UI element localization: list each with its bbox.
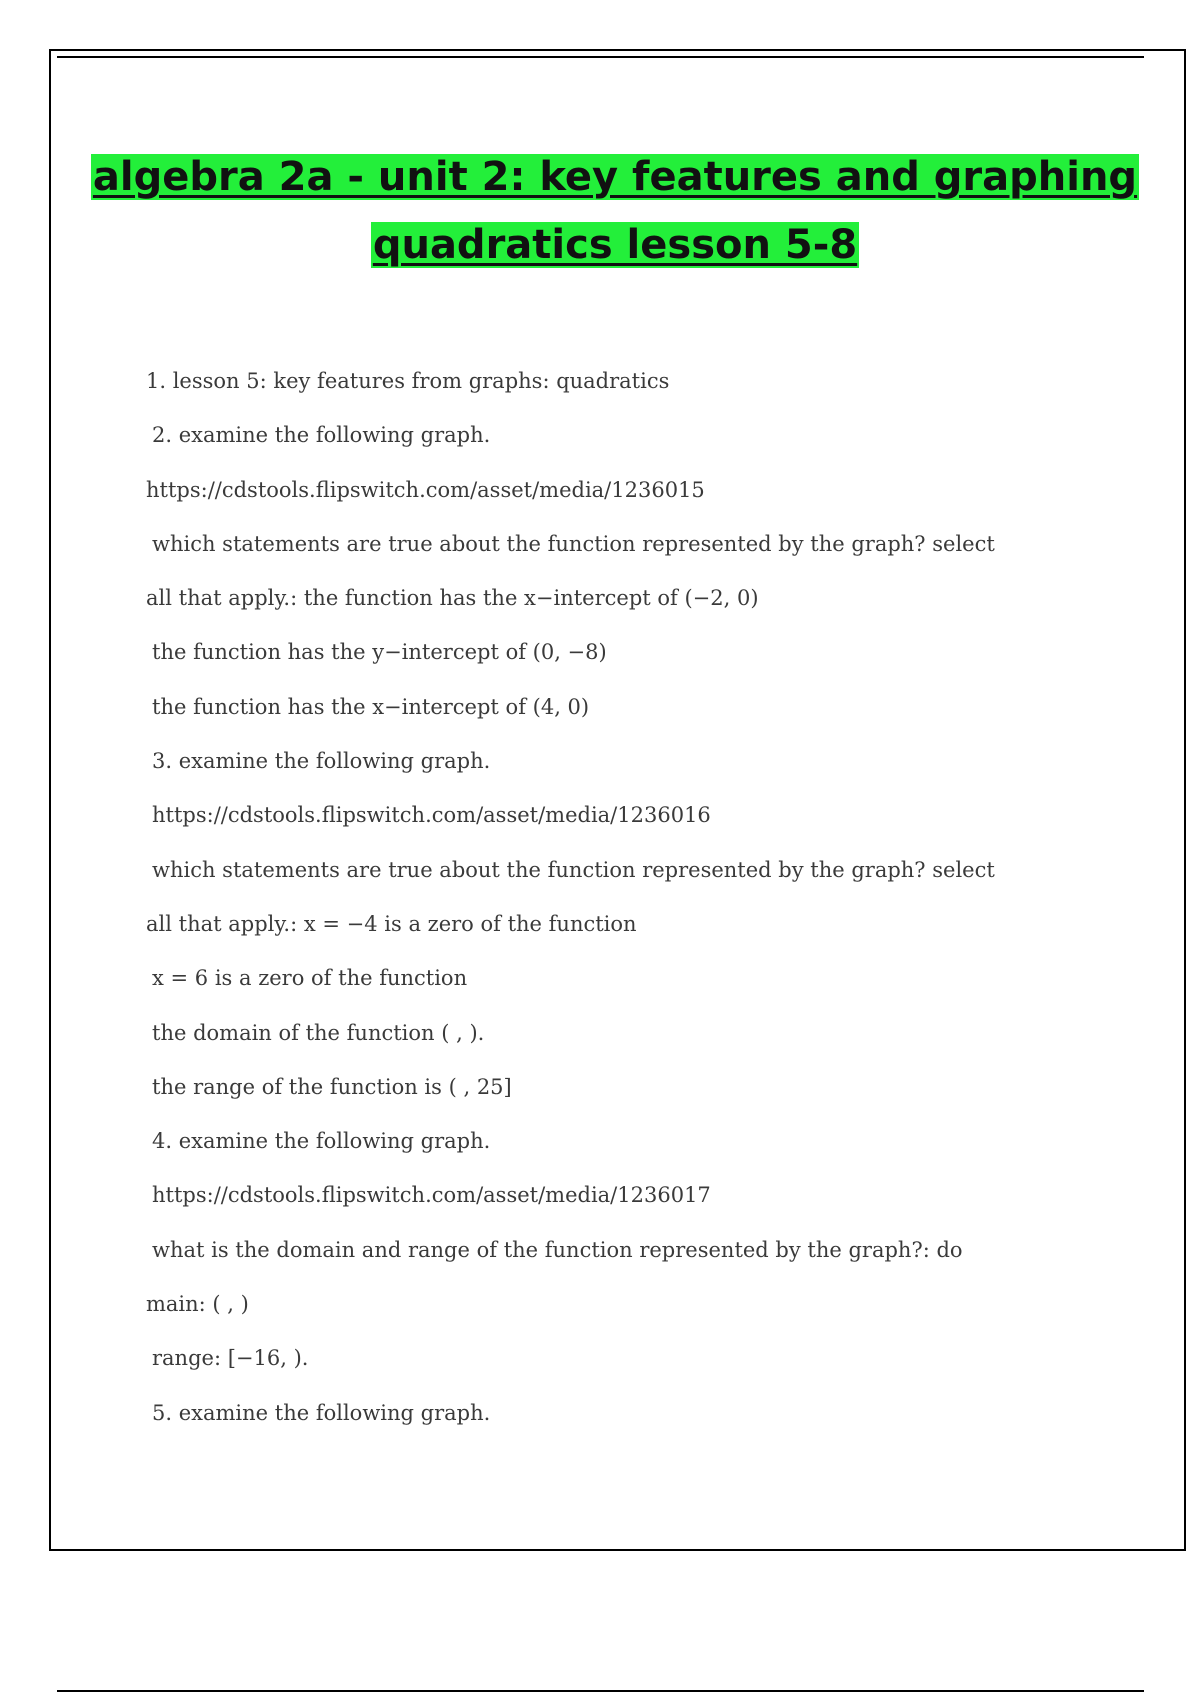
- document-body: [146, 354, 1046, 1440]
- text-line: all that apply.: the function has the x−intercept of (−2, 0): [146, 586, 759, 611]
- text-line: the range of the function is ( , 25]: [152, 1074, 512, 1099]
- text-line: x = 6 is a zero of the function: [152, 966, 468, 991]
- text-line: 3. examine the following graph.: [152, 749, 491, 774]
- text-line: the domain of the function ( , ).: [152, 1020, 485, 1045]
- text-line: what is the domain and range of the function represented by the graph?: do: [152, 1237, 963, 1262]
- text-line: 1. lesson 5: key features from graphs: quadratics: [146, 369, 670, 393]
- link-line: https://cdstools.flipswitch.com/asset/media/1236017: [152, 1183, 711, 1208]
- text-line: range: [−16, ).: [152, 1346, 309, 1371]
- text-line: all that apply.: x = −4 is a zero of the function: [146, 911, 637, 936]
- text-line: the function has the x−intercept of (4, 0): [152, 694, 590, 719]
- text-line: which statements are true about the function represented by the graph? select: [152, 531, 995, 556]
- title-line-2: quadratics lesson 5-8: [372, 222, 858, 268]
- text-line: which statements are true about the function represented by the graph? select: [152, 857, 995, 882]
- link-line: https://cdstools.flipswitch.com/asset/media/1236016: [152, 803, 711, 828]
- text-line: 4. examine the following graph.: [152, 1129, 491, 1154]
- header-rule: [57, 56, 1144, 58]
- document-title: [60, 143, 1170, 279]
- link-line: https://cdstools.flipswitch.com/asset/media/1236015: [146, 477, 705, 502]
- footer-rule: [57, 1690, 1144, 1692]
- text-line: 2. examine the following graph.: [152, 423, 491, 448]
- text-line: 5. examine the following graph.: [152, 1400, 491, 1425]
- text-line: the function has the y−intercept of (0, −8): [152, 640, 607, 665]
- text-line: main: ( , ): [146, 1292, 249, 1317]
- title-line-1: algebra 2a - unit 2: key features and graphing: [92, 154, 1138, 200]
